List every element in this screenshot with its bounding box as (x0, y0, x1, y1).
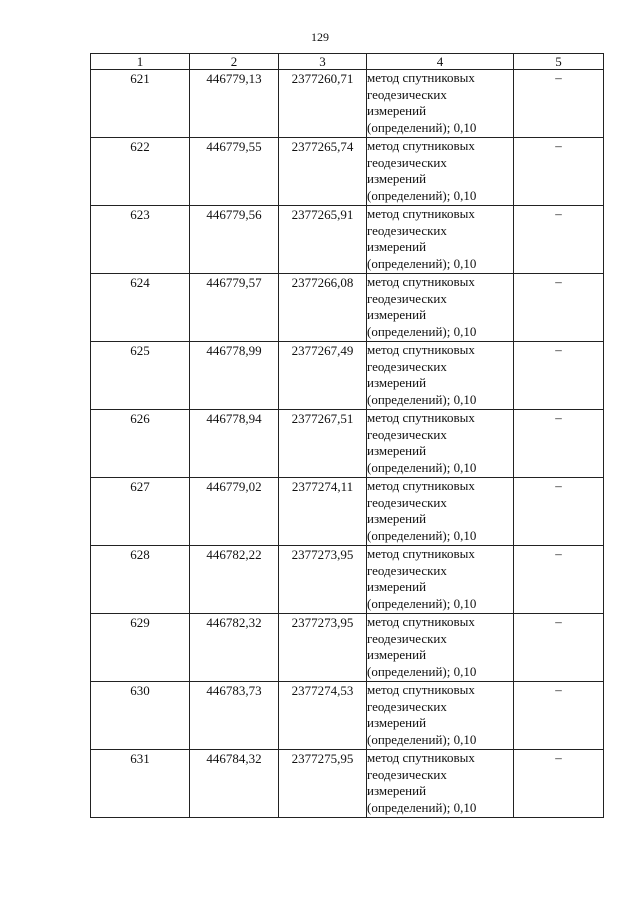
header-cell-2: 2 (190, 54, 279, 70)
method-line: метод спутниковых (367, 750, 475, 765)
x-coordinate-cell: 446779,56 (190, 206, 279, 274)
method-line: (определений); 0,10 (367, 255, 477, 271)
point-number-cell: 627 (91, 478, 190, 546)
y-coordinate-cell: 2377274,53 (279, 682, 367, 750)
description-cell: – (514, 70, 604, 138)
table-row (91, 682, 604, 750)
method-cell (367, 410, 514, 478)
method-line: измерений (367, 103, 427, 118)
method-line: (определений); 0,10 (367, 595, 477, 611)
table-row (91, 478, 604, 546)
table-row (91, 614, 604, 682)
method-line: метод спутниковых (367, 342, 475, 357)
method-line: геодезических (367, 358, 447, 374)
x-coordinate-cell: 446778,94 (190, 410, 279, 478)
method-cell (367, 614, 514, 682)
description-cell: – (514, 206, 604, 274)
description-cell: – (514, 274, 604, 342)
description-cell: – (514, 138, 604, 206)
method-line: геодезических (367, 766, 447, 782)
x-coordinate-cell: 446784,32 (190, 750, 279, 818)
method-line: измерений (367, 307, 427, 322)
method-cell (367, 682, 514, 750)
description-cell: – (514, 546, 604, 614)
coordinates-table (90, 53, 604, 818)
x-coordinate-cell: 446783,73 (190, 682, 279, 750)
method-line: измерений (367, 443, 427, 458)
method-line: геодезических (367, 154, 447, 170)
x-coordinate-cell: 446779,02 (190, 478, 279, 546)
y-coordinate-cell: 2377267,51 (279, 410, 367, 478)
point-number-cell: 630 (91, 682, 190, 750)
header-cell-4: 4 (367, 54, 514, 70)
x-coordinate-cell: 446779,13 (190, 70, 279, 138)
description-cell: – (514, 682, 604, 750)
point-number-cell: 621 (91, 70, 190, 138)
method-line: геодезических (367, 426, 447, 442)
table-row (91, 138, 604, 206)
point-number-cell: 626 (91, 410, 190, 478)
method-line: (определений); 0,10 (367, 459, 477, 475)
method-line: измерений (367, 239, 427, 254)
header-cell-3: 3 (279, 54, 367, 70)
method-line: геодезических (367, 698, 447, 714)
y-coordinate-cell: 2377265,91 (279, 206, 367, 274)
method-cell (367, 478, 514, 546)
y-coordinate-cell: 2377275,95 (279, 750, 367, 818)
method-cell (367, 138, 514, 206)
table-row (91, 206, 604, 274)
method-cell (367, 342, 514, 410)
method-line: (определений); 0,10 (367, 663, 477, 679)
y-coordinate-cell: 2377265,74 (279, 138, 367, 206)
table-header-row (91, 54, 604, 70)
method-line: измерений (367, 375, 427, 390)
description-cell: – (514, 614, 604, 682)
method-line: метод спутниковых (367, 206, 475, 221)
page-number: 129 (311, 30, 329, 44)
header-cell-5: 5 (514, 54, 604, 70)
method-line: геодезических (367, 290, 447, 306)
table-row (91, 546, 604, 614)
method-line: измерений (367, 647, 427, 662)
method-line: (определений); 0,10 (367, 187, 477, 203)
point-number-cell: 628 (91, 546, 190, 614)
y-coordinate-cell: 2377273,95 (279, 546, 367, 614)
header-cell-1: 1 (91, 54, 190, 70)
method-line: метод спутниковых (367, 138, 475, 153)
x-coordinate-cell: 446779,57 (190, 274, 279, 342)
y-coordinate-cell: 2377267,49 (279, 342, 367, 410)
x-coordinate-cell: 446778,99 (190, 342, 279, 410)
method-cell (367, 546, 514, 614)
method-line: геодезических (367, 630, 447, 646)
description-cell: – (514, 750, 604, 818)
x-coordinate-cell: 446782,22 (190, 546, 279, 614)
method-line: метод спутниковых (367, 614, 475, 629)
method-line: измерений (367, 783, 427, 798)
description-cell: – (514, 342, 604, 410)
method-line: метод спутниковых (367, 70, 475, 85)
method-line: измерений (367, 579, 427, 594)
method-line: измерений (367, 715, 427, 730)
method-line: измерений (367, 171, 427, 186)
method-line: метод спутниковых (367, 546, 475, 561)
method-line: (определений); 0,10 (367, 119, 477, 135)
x-coordinate-cell: 446779,55 (190, 138, 279, 206)
point-number-cell: 625 (91, 342, 190, 410)
y-coordinate-cell: 2377274,11 (279, 478, 367, 546)
description-cell: – (514, 410, 604, 478)
method-line: метод спутниковых (367, 682, 475, 697)
method-cell (367, 70, 514, 138)
table-row (91, 410, 604, 478)
method-line: метод спутниковых (367, 478, 475, 493)
method-line: (определений); 0,10 (367, 391, 477, 407)
method-line: (определений); 0,10 (367, 799, 477, 815)
method-line: (определений); 0,10 (367, 527, 477, 543)
method-line: (определений); 0,10 (367, 323, 477, 339)
x-coordinate-cell: 446782,32 (190, 614, 279, 682)
y-coordinate-cell: 2377266,08 (279, 274, 367, 342)
method-line: метод спутниковых (367, 410, 475, 425)
table-row (91, 274, 604, 342)
method-cell (367, 274, 514, 342)
table-body (91, 54, 604, 818)
y-coordinate-cell: 2377260,71 (279, 70, 367, 138)
method-line: (определений); 0,10 (367, 731, 477, 747)
table-row (91, 70, 604, 138)
method-line: геодезических (367, 86, 447, 102)
point-number-cell: 631 (91, 750, 190, 818)
point-number-cell: 623 (91, 206, 190, 274)
point-number-cell: 622 (91, 138, 190, 206)
method-line: измерений (367, 511, 427, 526)
y-coordinate-cell: 2377273,95 (279, 614, 367, 682)
point-number-cell: 624 (91, 274, 190, 342)
method-line: геодезических (367, 562, 447, 578)
description-cell: – (514, 478, 604, 546)
point-number-cell: 629 (91, 614, 190, 682)
method-line: геодезических (367, 494, 447, 510)
method-line: геодезических (367, 222, 447, 238)
method-cell (367, 206, 514, 274)
table-row (91, 342, 604, 410)
method-cell (367, 750, 514, 818)
method-line: метод спутниковых (367, 274, 475, 289)
table-row (91, 750, 604, 818)
